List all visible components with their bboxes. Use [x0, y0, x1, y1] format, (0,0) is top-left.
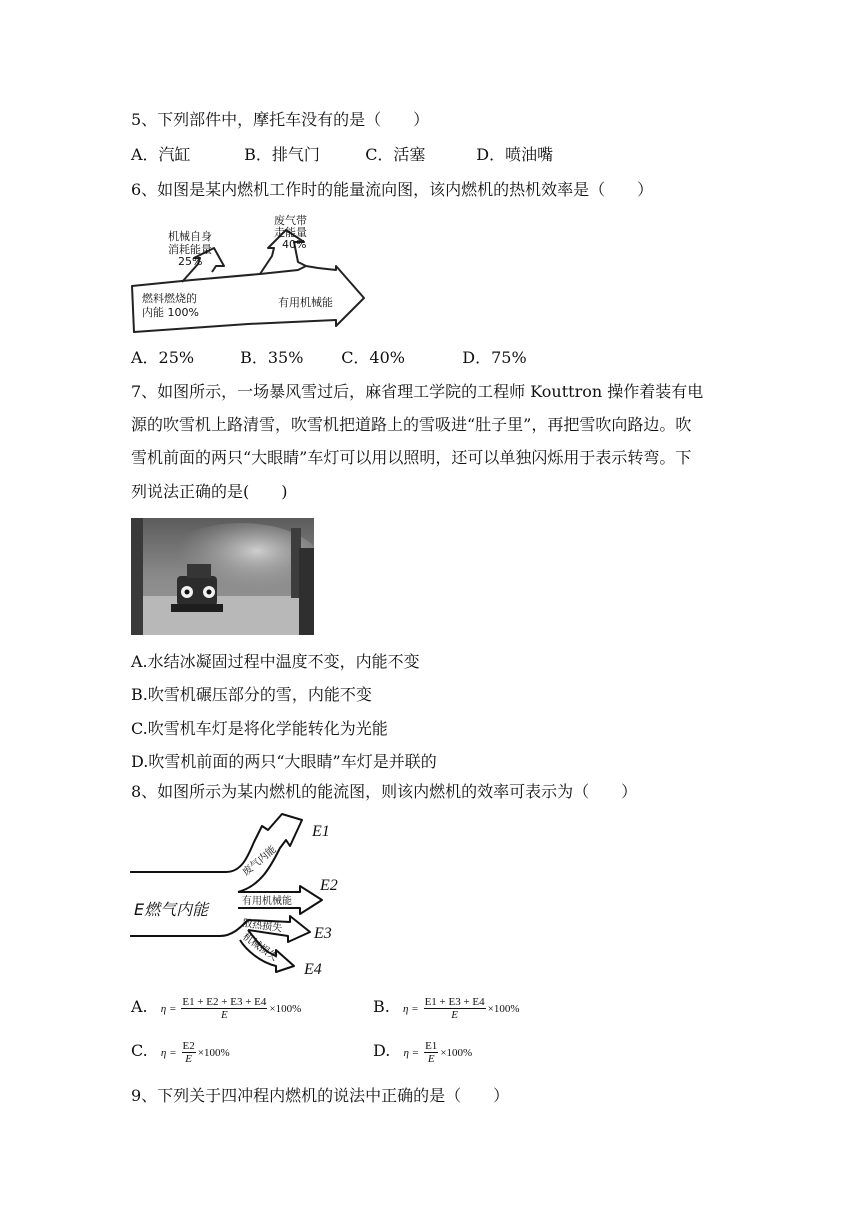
q8-branch4-label: 机械损失 [240, 931, 280, 964]
q8-e1-label: E1 [312, 823, 330, 840]
q8-option-c: C. η = $\frac{E2}{E}$ ×100% [131, 1040, 230, 1065]
q6-options [131, 348, 527, 368]
q6-loss1-label-3: 25% [178, 255, 203, 268]
q8-stem: 8、如图所示为某内燃机的能流图，则该内燃机的效率可表示为（ ） [131, 782, 638, 801]
q5-option-c: C．活塞 [365, 145, 426, 164]
q8-e3-label: E3 [314, 925, 332, 942]
q6-loss2-label-2: 走能量 [274, 226, 307, 239]
q6-loss1-label-2: 消耗能量 [168, 243, 212, 256]
q8-option-b: B. η = $\frac{E1 + E3 + E4}{E}$ ×100% [373, 996, 520, 1021]
q5-stem: 5、下列部件中，摩托车没有的是（ ） [131, 110, 430, 129]
q7-stem-line-1: 7、如图所示，一场暴风雪过后，麻省理工学院的工程师 Kouttron 操作着装有电 [131, 382, 704, 401]
q6-loss1-label-1: 机械自身 [168, 230, 212, 243]
q6-energy-flow-diagram [128, 208, 368, 338]
q8-energy-flow-diagram [130, 812, 350, 984]
q5-option-b: B．排气门 [244, 145, 320, 164]
q8-branch2-label: 有用机械能 [242, 896, 292, 907]
q6-input-label-2: 内能 100% [142, 306, 199, 319]
q8-branch1-label: 废气内能 [240, 844, 279, 879]
q5-option-d: D．喷油嘴 [476, 145, 554, 164]
q8-input-label: E燃气内能 [134, 900, 209, 919]
q8-formula-c: η = $\frac{E2}{E}$ ×100% [160, 1040, 230, 1065]
q7-snowblower-photo [131, 518, 314, 635]
q6-option-a: A．25% [131, 348, 195, 367]
q8-e4-label: E4 [304, 961, 322, 978]
q7-option-a: A.水结冰凝固过程中温度不变，内能不变 [131, 652, 420, 671]
q6-option-c: C．40% [341, 348, 405, 367]
q6-input-label-1: 燃料燃烧的 [142, 292, 197, 305]
q8-formula-b: η = $\frac{E1 + E3 + E4}{E}$ ×100% [402, 996, 520, 1021]
q8-option-d: D. η = $\frac{E1}{E}$ ×100% [373, 1040, 473, 1065]
q6-loss2-label-1: 废气带 [274, 214, 307, 227]
q7-stem-line-3: 雪机前面的两只“大眼睛”车灯可以用以照明，还可以单独闪烁用于表示转弯。下 [131, 448, 692, 467]
q8-formula-d: η = $\frac{E1}{E}$ ×100% [403, 1040, 473, 1065]
q8-e2-label: E2 [320, 877, 338, 894]
q9-stem: 9、下列关于四冲程内燃机的说法中正确的是（ ） [131, 1086, 510, 1105]
q7-stem-line-2: 源的吹雪机上路清雪，吹雪机把道路上的雪吸进“肚子里”，再把雪吹向路边。吹 [131, 415, 692, 434]
q5-options [131, 145, 553, 165]
q8-branch3-label: 散热损失 [241, 918, 283, 935]
q5-option-a: A．汽缸 [131, 145, 191, 164]
q6-option-d: D．75% [462, 348, 527, 367]
q7-option-c: C.吹雪机车灯是将化学能转化为光能 [131, 719, 388, 738]
q6-option-b: B．35% [240, 348, 304, 367]
q7-option-b: B.吹雪机碾压部分的雪，内能不变 [131, 685, 372, 704]
q7-option-d: D.吹雪机前面的两只“大眼睛”车灯是并联的 [131, 752, 437, 771]
q7-stem-line-4: 列说法正确的是( ) [131, 482, 288, 501]
q6-output-label: 有用机械能 [278, 296, 333, 309]
q8-formula-a: η = $\frac{E1 + E2 + E3 + E4}{E}$ ×100% [160, 996, 302, 1021]
q6-stem: 6、如图是某内燃机工作时的能量流向图，该内燃机的热机效率是（ ） [131, 180, 654, 199]
q6-loss2-label-3: 40% [282, 238, 307, 251]
q8-option-a: A. η = $\frac{E1 + E2 + E3 + E4}{E}$ ×100% [131, 996, 302, 1021]
